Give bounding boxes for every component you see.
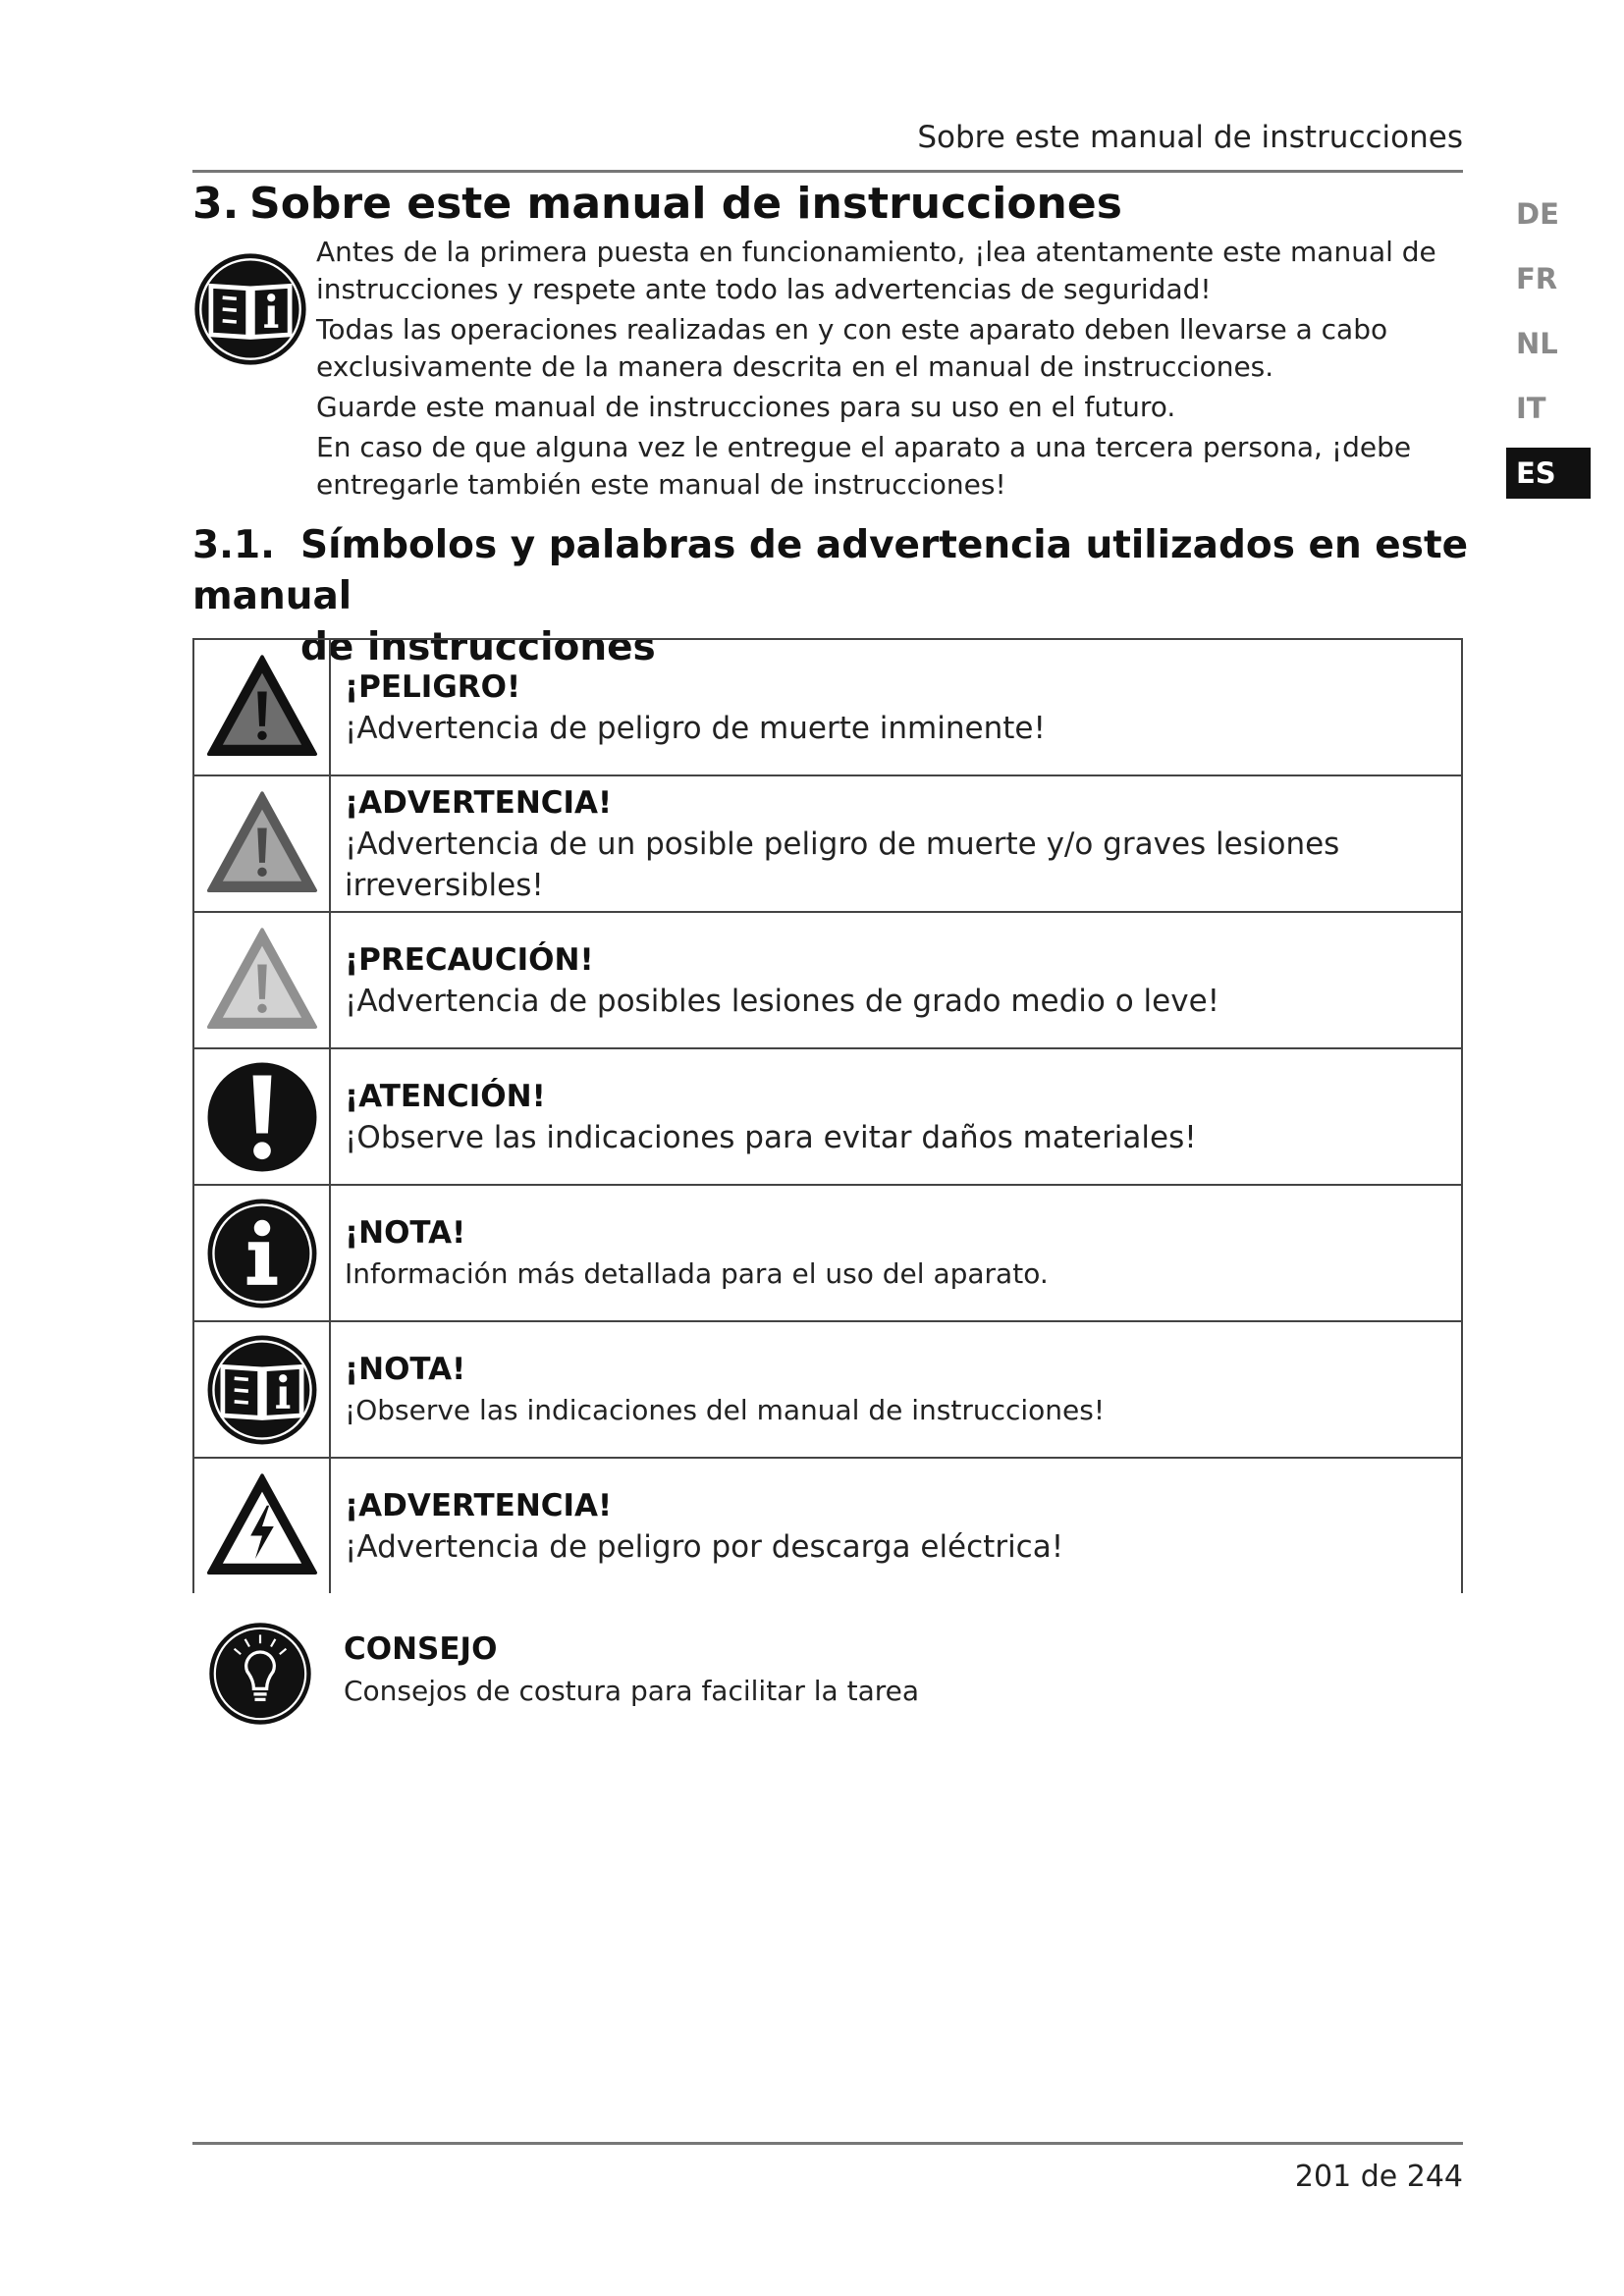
subsection-title-line1: Símbolos y palabras de advertencia utilizados en este manual (192, 523, 1469, 618)
language-tab-de[interactable]: DE (1516, 197, 1559, 231)
table-row (193, 1185, 1462, 1321)
symbol-title: ¡PELIGRO! (345, 668, 521, 705)
table-row (193, 1321, 1462, 1458)
language-tabs (1506, 188, 1591, 512)
header-rule (192, 170, 1463, 173)
symbol-description: ¡Observe las indicaciones del manual de instrucciones! (345, 1393, 1106, 1426)
intro-text (316, 234, 1455, 507)
table-row (193, 639, 1462, 775)
warning-triangle-icon (204, 786, 320, 902)
language-tab-fr[interactable]: FR (1516, 262, 1558, 295)
table-row (193, 912, 1462, 1048)
running-header: Sobre este manual de instrucciones (917, 120, 1463, 155)
language-tab-es[interactable]: ES (1506, 448, 1591, 499)
tip-title: CONSEJO (344, 1631, 498, 1667)
attention-exclamation-icon (204, 1059, 320, 1175)
symbol-title: ¡ADVERTENCIA! (345, 784, 613, 821)
symbol-description: Información más detallada para el uso del aparato. (345, 1256, 1049, 1290)
subsection-title-line2: de instrucciones (300, 625, 656, 669)
language-tab-nl[interactable]: NL (1516, 327, 1558, 360)
section-title: Sobre este manual de instrucciones (249, 179, 1122, 229)
symbol-description: ¡Advertencia de peligro de muerte inminente! (345, 710, 1046, 746)
read-manual-icon (204, 1332, 320, 1448)
tip-block (192, 1610, 1463, 1737)
electric-shock-icon (204, 1468, 320, 1584)
section-heading (192, 179, 1122, 229)
intro-paragraph: Antes de la primera puesta en funcionamiento, ¡lea atentamente este manual de instrucciones y respete ante todo las advertencias de seguridad! (316, 236, 1436, 305)
symbol-title: ¡ADVERTENCIA! (345, 1487, 613, 1523)
symbol-title: ¡PRECAUCIÓN! (345, 941, 594, 978)
tip-description: Consejos de costura para facilitar la tarea (344, 1675, 920, 1707)
symbol-description: ¡Observe las indicaciones para evitar daños materiales! (345, 1119, 1197, 1155)
table-row (193, 1048, 1462, 1185)
page-number: 201 de 244 (1294, 2160, 1463, 2194)
table-row (193, 775, 1462, 912)
language-tab-it[interactable]: IT (1516, 392, 1546, 425)
symbols-table (192, 638, 1463, 1593)
table-row (193, 1458, 1462, 1593)
symbol-title: ¡NOTA! (345, 1351, 466, 1387)
symbol-description: ¡Advertencia de posibles lesiones de grado medio o leve! (345, 983, 1220, 1019)
symbol-description: ¡Advertencia de peligro por descarga eléctrica! (345, 1528, 1064, 1565)
intro-paragraph: Todas las operaciones realizadas en y con este aparato deben llevarse a cabo exclusivamente de la manera descrita en el manual de instrucciones. (316, 313, 1388, 383)
subsection-number: 3.1. (192, 523, 275, 567)
footer-rule (192, 2142, 1463, 2145)
intro-paragraph: En caso de que alguna vez le entregue el aparato a una tercera persona, ¡debe entregarle también este manual de instrucciones! (316, 431, 1412, 501)
section-number: 3. (192, 179, 240, 229)
caution-triangle-icon (204, 923, 320, 1039)
danger-triangle-icon (204, 650, 320, 766)
info-icon (204, 1196, 320, 1311)
symbol-title: ¡ATENCIÓN! (345, 1078, 546, 1114)
symbol-title: ¡NOTA! (345, 1214, 466, 1251)
read-manual-icon (192, 251, 308, 367)
intro-paragraph: Guarde este manual de instrucciones para su uso en el futuro. (316, 391, 1176, 423)
symbol-description: ¡Advertencia de un posible peligro de muerte y/o graves lesiones irreversibles! (345, 826, 1340, 903)
lightbulb-icon (206, 1620, 314, 1728)
